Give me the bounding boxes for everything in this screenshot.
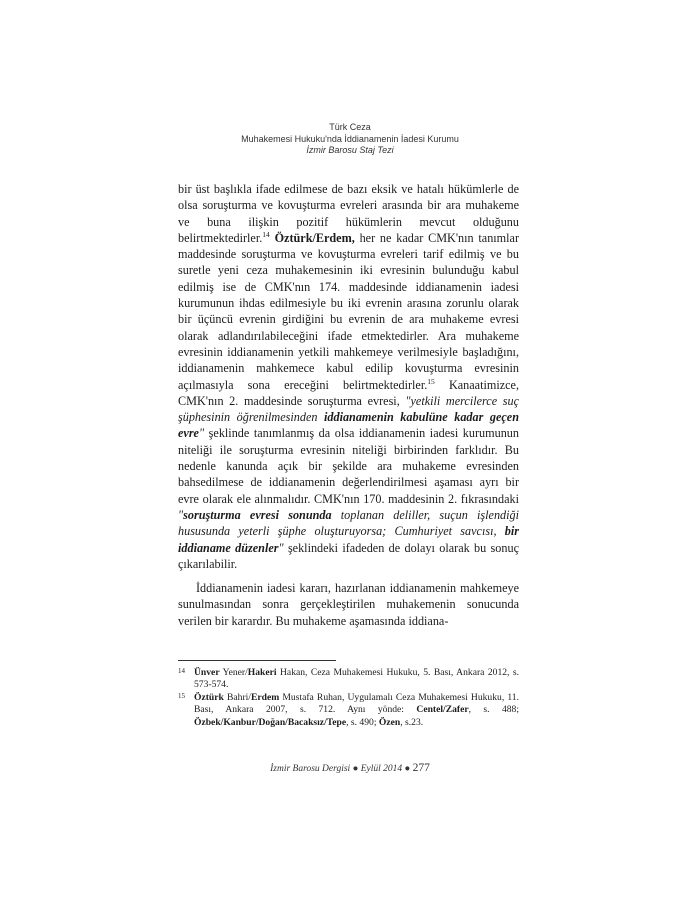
paragraph-1	[178, 181, 519, 572]
footnote-14	[178, 667, 519, 692]
text-run: şeklindeki ifadeden de dolayı olarak bu sonuç çıkarılabilir.	[178, 540, 519, 571]
footnote-author: Özen	[378, 716, 401, 728]
footnote-author: Erdem	[250, 691, 280, 703]
header-line-3: İzmir Barosu Staj Tezi	[306, 145, 394, 155]
text-run: şeklinde tanımlanmış da olsa iddianamenin iadesi kurumunun niteliği ile soruşturma evresinin niteliği birbirinden farklıdır. Bu nedenle kanunda açık bir şekilde ara muhakeme evresinden bahsedilmese de iddianamenin değerlendirilmesi aşaması ayrı bir evre olarak ele alınmalıdır. CMK'nın 170. maddesinin 2. fıkrasındaki	[178, 426, 519, 506]
issue-date: Eylül 2014	[360, 764, 403, 774]
header-line-2: Muhakemesi Hukuku'nda İddianamenin İadesi Kurumu	[241, 133, 459, 144]
page-footer	[0, 762, 700, 774]
quote-mark: "	[198, 426, 205, 441]
footnote-author: Öztürk	[194, 691, 224, 703]
footnote-text: , s.23.	[400, 716, 424, 728]
quote-mark: "	[178, 507, 184, 522]
footnote-ref-15: 15	[427, 376, 435, 386]
footnote-text: Bahri/	[223, 691, 251, 703]
journal-name: İzmir Barosu Dergisi	[270, 764, 351, 774]
footnote-number: 15	[178, 691, 185, 700]
quote-text: toplanan deliller, suçun işlendiği hususunda yeterli şüphe oluşturuyorsa; Cumhuriyet savcısı,	[178, 507, 519, 539]
footnote-author: Centel/Zafer	[416, 704, 469, 716]
separator: ●	[402, 764, 413, 774]
footnote-text: , s. 490;	[346, 716, 379, 728]
header-line-1: Türk Ceza	[329, 122, 371, 132]
quote-text: "yetkili mercilerce suç şüphesinin öğrenilmesinden	[178, 393, 520, 425]
quote-emphasis: iddianamenin kabulüne kadar geçen evre	[178, 410, 519, 441]
footnote-divider	[178, 660, 336, 661]
footnote-15	[178, 692, 519, 729]
separator: ●	[350, 764, 361, 774]
quote-emphasis: bir iddianame düzenler	[178, 524, 519, 555]
text-run: her ne kadar CMK'nın tanımlar maddesinde soruşturma ve kovuşturma evreleri tarif edilmiş ve bu suretle yeni ceza muhakemesinin iki evresinin bulunduğu kabul edilmiş ise de CMK'nın 174. maddesinde iddianamenin iadesi kurumunun ihdas edilmesiyle bu iki evrenin arasına zorunlu olarak bir üçüncü evrenin girdiğini bu evrenin de ara muhakeme evresi olarak adlandırılabileceğini ifade etmektedirler. Ara muhakeme evresinin iddianamenin yetkili mahkemeye verilmesiyle başladığını, iddianamenin mahkemece kabul edilip kovuşturma evresinin açılmasıyla sona ereceğini belirtmektedirler.	[178, 230, 520, 392]
footnote-ref-14: 14	[262, 229, 270, 239]
body-text	[178, 181, 519, 629]
quote-mark: "	[278, 540, 284, 555]
page-number: 277	[412, 762, 430, 774]
quote-emphasis: soruşturma evresi sonunda	[183, 507, 332, 522]
footnote-text: Yener/	[219, 667, 248, 678]
footnote-text: , s. 488;	[468, 704, 520, 716]
paragraph-2: İddianamenin iadesi kararı, hazırlanan iddianamenin mahkemeye sunulmasından sonra gerçekleştirilen muhakemenin sonucunda verilen bir karardır. Bu muhakeme aşamasında iddiana-	[178, 581, 519, 628]
text-run: Kanaatimizce, CMK'nın 2. maddesinde soruşturma evresi,	[178, 377, 519, 408]
footnote-text: Hakan, Ceza Muhakemesi Hukuku, 5. Bası, Ankara 2012, s. 573-574.	[194, 667, 519, 691]
footnote-text: Mustafa Ruhan, Uygulamalı Ceza Muhakemesi Hukuku, 11. Bası, Ankara 2007, s. 712. Aynı yönde:	[194, 691, 519, 716]
running-header	[0, 122, 700, 157]
footnotes	[178, 667, 519, 729]
footnote-author: Hakeri	[247, 667, 277, 678]
text-run: bir üst başlıkla ifade edilmese de bazı eksik ve hatalı hükümlerle de olsa soruşturma ve kovuşturma evreleri arasında bir ara muhakeme ve buna ilişkin pozitif hükümlerin mevcut olduğunu belirtmektedirler.	[178, 182, 519, 245]
footnote-author: Ünver	[194, 667, 220, 678]
footnote-number: 14	[178, 667, 185, 675]
footnote-author: Özbek/Kanbur/Doğan/Bacaksız/Tepe	[194, 716, 347, 728]
author-citation: Öztürk/Erdem,	[274, 230, 355, 245]
